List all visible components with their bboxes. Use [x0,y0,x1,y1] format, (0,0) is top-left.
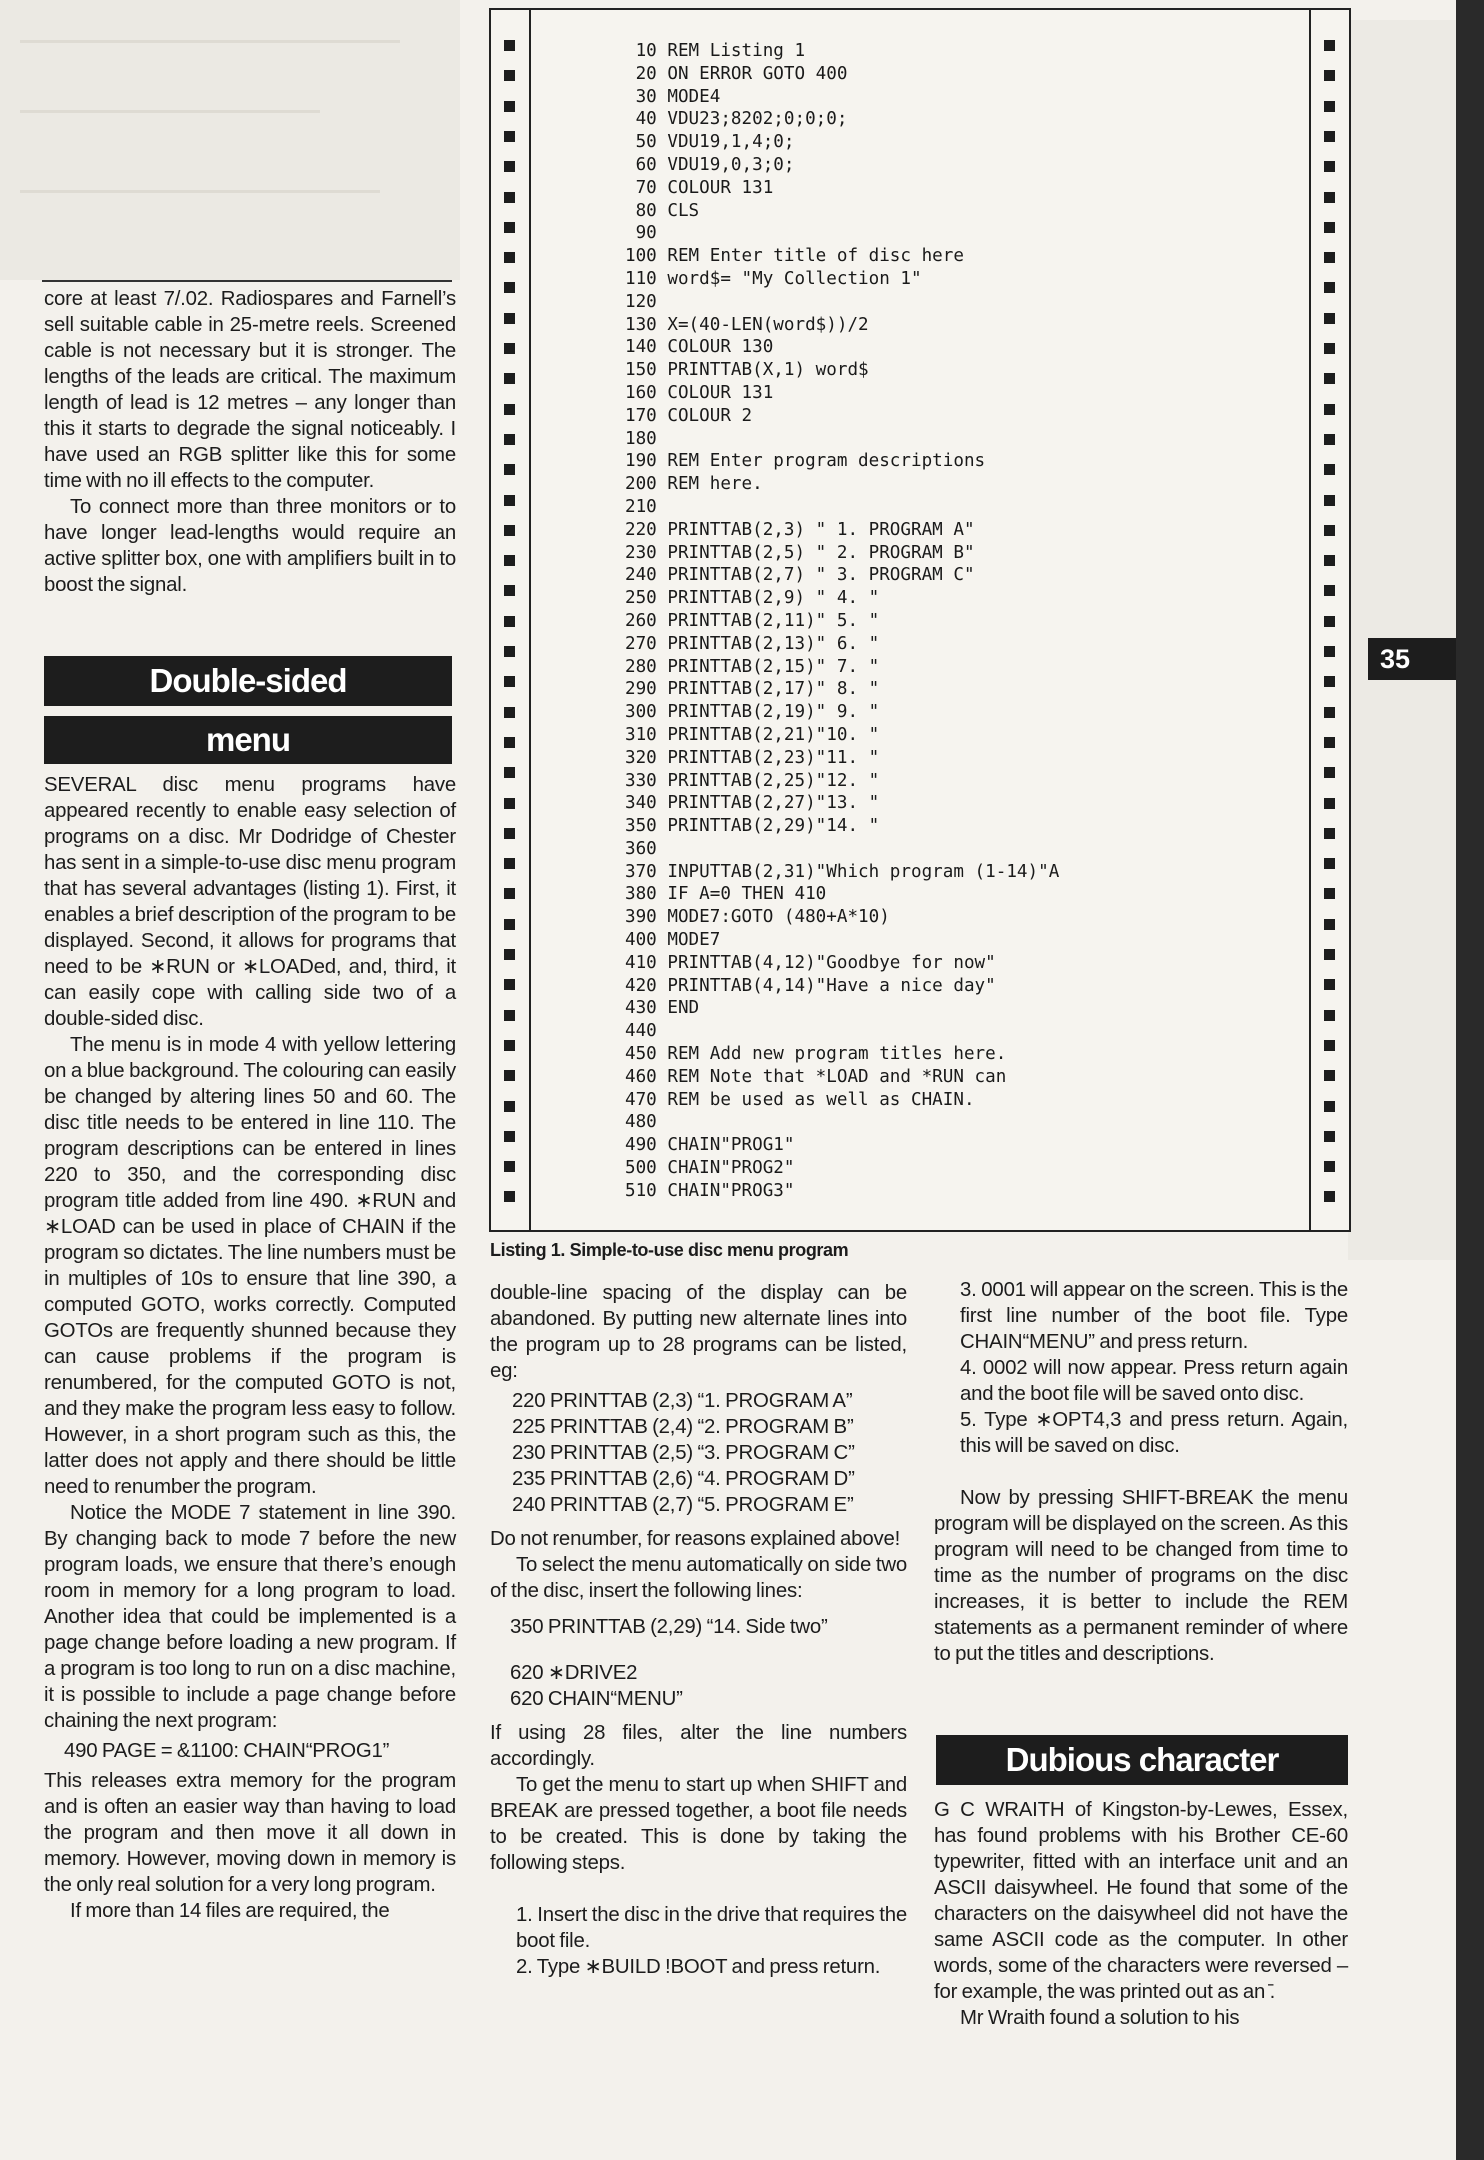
bleed-rule [20,110,320,113]
perforation-hole [1324,1191,1335,1202]
perforation-hole [504,313,515,324]
paragraph: Do not renumber, for reasons explained above! [490,1528,901,1550]
listing-line: 180 [625,428,657,449]
listing-line: 210 [625,496,657,517]
perforation-hole [504,646,515,657]
listing-line: 380 IF A=0 THEN 410 [625,884,827,905]
perforation-hole [504,555,515,566]
perforation-hole [1324,828,1335,839]
perforation-hole [1324,404,1335,415]
perforation-hole [504,525,515,536]
listing-line: 300 PRINTTAB(2,19)" 9. " [625,702,880,723]
steps-list [490,1902,907,1980]
listing-line: 10 REM Listing 1 [625,41,806,61]
listing-line: 490 CHAIN"PROG1" [625,1135,795,1156]
listing-line: 190 REM Enter program descriptions [625,451,986,472]
listing-line: 470 REM be used as well as CHAIN. [625,1089,975,1110]
paragraph: The menu is in mode 4 with yellow lettering on a blue background. The colouring can easily be changed by altering lines 50 and 60. The disc title needs to be entered in line 110. The program descriptions can be entered in lines 220 to 350, and the corresponding disc program title added from line 490. ∗RUN and ∗LOAD can be used in place of CHAIN if the program so dictates. The line numbers must be in multiples of 10s to ensure that line 390, a computed GOTO, works correctly. Computed GOTOs are frequently shunned because they can cause problems if the program is renumbered, for the computed GOTO is not, and they make the program less easy to follow. However, in a short program such as this, the latter does not apply and there should be little need to renumber the program. [44,1034,456,1498]
perforation-hole [504,979,515,990]
listing-line: 110 word$= "My Collection 1" [625,268,922,289]
perforation-hole [504,1010,515,1021]
paragraph: core at least 7/.02. Radiospares and Farnell’s sell suitable cable in 25-metre reels. Screened cable is not necessary but it is stronger. The lengths of the leads are critical. The maximum length of lead is 12 metres – any longer than this it starts to degrade the signal noticeably. I have used an RGB splitter like this for some time with no ill effects to the computer. [44,288,456,492]
bleed-rule [20,190,380,193]
perforation-hole [1324,858,1335,869]
paragraph: This releases extra memory for the program and is often an easier way than having to load the program and then move it all down in memory. However, moving down in memory is the only real solution for a very long program. [44,1770,456,1896]
perforation-hole [1324,40,1335,51]
perforation-hole [1324,222,1335,233]
listing-line: 20 ON ERROR GOTO 400 [625,63,848,84]
listing-line: 290 PRINTTAB(2,17)" 8. " [625,679,880,700]
perforation-hole [504,404,515,415]
listing-line: 510 CHAIN"PROG3" [625,1180,795,1201]
bleed-rule [20,40,400,43]
code-line: 235 PRINTTAB (2,6) “4. PROGRAM D” [512,1468,855,1490]
perforation-hole [1324,525,1335,536]
heading-menu: menu [44,716,452,764]
step-item: 2. Type ∗BUILD !BOOT and press return. [516,1956,881,1978]
perforation-hole [504,373,515,384]
code-example: 490 PAGE = &1100: CHAIN“PROG1” [64,1740,390,1762]
perforation-hole [504,222,515,233]
perforation-hole [504,1161,515,1172]
perforation-hole [504,101,515,112]
printout-perforation-left [491,10,531,1230]
paragraph: Mr Wraith found a solution to his [960,2007,1240,2029]
listing-line: 220 PRINTTAB(2,3) " 1. PROGRAM A" [625,519,975,540]
listing-caption: Listing 1. Simple-to-use disc menu program [490,1240,849,1260]
perforation-hole [1324,495,1335,506]
perforation-hole [504,828,515,839]
listing-line: 200 REM here. [625,474,763,495]
listing-line: 350 PRINTTAB(2,29)"14. " [625,816,880,837]
perforation-hole [1324,888,1335,899]
listing-line: 60 VDU19,0,3;0; [625,154,795,175]
listing-line: 270 PRINTTAB(2,13)" 6. " [625,633,880,654]
listing-line: 130 X=(40-LEN(word$))/2 [625,314,869,335]
perforation-hole [1324,464,1335,475]
code-example [490,1388,907,1518]
perforation-hole [1324,646,1335,657]
code-example: 620 CHAIN“MENU” [510,1688,683,1710]
listing-line: 480 [625,1112,657,1133]
paragraph: To connect more than three monitors or to have longer lead-lengths would require an active splitter box, one with amplifiers built in to boost the signal. [44,496,456,596]
perforation-hole [1324,161,1335,172]
column-1-top [44,286,456,598]
listing-line: 390 MODE7:GOTO (480+A*10) [625,907,890,928]
listing-line: 50 VDU19,1,4;0; [625,132,795,153]
perforation-hole [1324,192,1335,203]
listing-line: 340 PRINTTAB(2,27)"13. " [625,793,880,814]
listing-line: 330 PRINTTAB(2,25)"12. " [625,770,880,791]
code-example: 350 PRINTTAB (2,29) “14. Side two” [510,1616,828,1638]
perforation-hole [1324,1040,1335,1051]
listing-line: 260 PRINTTAB(2,11)" 5. " [625,610,880,631]
perforation-hole [1324,343,1335,354]
perforation-hole [1324,949,1335,960]
code-example: 620 ∗DRIVE2 [510,1662,638,1684]
step-item: 5. Type ∗OPT4,3 and press return. Again, this will be saved on disc. [960,1409,1348,1457]
listing-line: 370 INPUTTAB(2,31)"Which program (1-14)"A [625,861,1060,882]
perforation-hole [1324,555,1335,566]
paragraph: G C WRAITH of Kingston-by-Lewes, Essex, has found problems with his Brother CE-60 typewriter, fitted with an interface unit and an ASCII daisywheel. He found that some of the characters on the daisywheel did not have the same ASCII code as the computer. In other words, some of the characters were reversed – for example, the was printed out as an ̄. [934,1799,1348,2003]
listing-line: 450 REM Add new program titles here. [625,1044,1007,1065]
listing-line: 430 END [625,998,700,1019]
perforation-hole [504,1191,515,1202]
perforation-hole [1324,616,1335,627]
perforation-hole [1324,798,1335,809]
perforation-hole [1324,252,1335,263]
column-rule [42,280,452,282]
perforation-hole [504,585,515,596]
perforation-hole [504,343,515,354]
listing-line: 170 COLOUR 2 [625,405,753,426]
perforation-hole [504,1070,515,1081]
column-3 [934,1277,1348,1667]
listing-line: 240 PRINTTAB(2,7) " 3. PROGRAM C" [625,565,975,586]
perforation-hole [1324,676,1335,687]
perforation-hole [1324,131,1335,142]
perforation-hole [1324,282,1335,293]
listing-line: 280 PRINTTAB(2,15)" 7. " [625,656,880,677]
perforation-hole [1324,101,1335,112]
step-item: 3. 0001 will appear on the screen. This is the first line number of the boot file. Type CHAIN“MENU” and press return. [960,1279,1348,1353]
perforation-hole [504,252,515,263]
listing-line: 500 CHAIN"PROG2" [625,1158,795,1179]
listing-line: 40 VDU23;8202;0;0;0; [625,109,848,130]
column-3-article [934,1797,1348,2031]
paragraph: To select the menu automatically on side two of the disc, insert the following lines: [490,1554,907,1602]
perforation-hole [1324,1010,1335,1021]
perforation-hole [504,707,515,718]
perforation-hole [504,434,515,445]
perforation-hole [504,464,515,475]
perforation-hole [504,949,515,960]
previous-page-bleed [0,0,460,280]
listing-line: 160 COLOUR 131 [625,382,774,403]
perforation-hole [504,767,515,778]
listing-line: 120 [625,291,657,312]
perforation-hole [1324,434,1335,445]
paragraph: double-line spacing of the display can be abandoned. By putting new alternate lines into the program up to 28 programs can be listed, eg: [490,1282,907,1382]
printout-perforation-right [1309,10,1349,1230]
paragraph: SEVERAL disc menu programs have appeared recently to enable easy selection of programs on a disc. Mr Dodridge of Chester has sent in a simple-to-use disc menu program that has several advantages (listing 1). First, it enables a brief description of the program to be displayed. Second, it allows for programs that need to be ∗RUN or ∗LOADed, and, third, it can easily cope with calling side two of a double-sided disc. [44,774,456,1030]
paragraph: If more than 14 files are required, the [70,1900,390,1922]
perforation-hole [504,161,515,172]
perforation-hole [1324,70,1335,81]
page-number: 35 [1368,638,1456,680]
paragraph: Now by pressing SHIFT-BREAK the menu program will be displayed on the screen. As this program will need to be changed from time to time as the number of programs on the disc increases, it is better to include the REM statements as a permanent reminder of where to put the titles and descriptions. [934,1487,1348,1665]
perforation-hole [1324,1131,1335,1142]
perforation-hole [1324,313,1335,324]
perforation-hole [1324,919,1335,930]
perforation-hole [504,1101,515,1112]
perforation-hole [504,495,515,506]
listing-code [625,40,1059,1203]
listing-line: 320 PRINTTAB(2,23)"11. " [625,747,880,768]
code-line: 240 PRINTTAB (2,7) “5. PROGRAM E” [512,1494,854,1516]
perforation-hole [504,737,515,748]
page-edge [1456,0,1484,2160]
perforation-hole [504,1040,515,1051]
perforation-hole [1324,1161,1335,1172]
paragraph: If using 28 files, alter the line numbers accordingly. [490,1722,907,1770]
step-item: 4. 0002 will now appear. Press return again and the boot file will be saved onto disc. [960,1357,1348,1405]
perforation-hole [504,888,515,899]
perforation-hole [1324,979,1335,990]
listing-line: 360 [625,838,657,859]
listing-line: 70 COLOUR 131 [625,177,774,198]
perforation-hole [1324,767,1335,778]
code-line: 225 PRINTTAB (2,4) “2. PROGRAM B” [512,1416,854,1438]
perforation-hole [504,616,515,627]
listing-line: 30 MODE4 [625,86,721,107]
perforation-hole [1324,737,1335,748]
perforation-hole [504,282,515,293]
perforation-hole [504,858,515,869]
perforation-hole [1324,707,1335,718]
perforation-hole [504,40,515,51]
perforation-hole [1324,585,1335,596]
code-line: 230 PRINTTAB (2,5) “3. PROGRAM C” [512,1442,855,1464]
perforation-hole [504,798,515,809]
perforation-hole [1324,373,1335,384]
perforation-hole [504,676,515,687]
perforation-hole [1324,1070,1335,1081]
listing-line: 90 [625,223,657,244]
heading-double-sided: Double-sided [44,656,452,706]
listing-line: 150 PRINTTAB(X,1) word$ [625,360,869,381]
perforation-hole [504,1131,515,1142]
listing-line: 100 REM Enter title of disc here [625,246,964,267]
perforation-hole [1324,1101,1335,1112]
listing-line: 80 CLS [625,200,700,221]
column-2 [490,1280,907,1980]
steps-list [934,1277,1348,1459]
column-1-article [44,772,456,1924]
perforation-hole [504,192,515,203]
listing-line: 230 PRINTTAB(2,5) " 2. PROGRAM B" [625,542,975,563]
program-listing [489,8,1351,1232]
perforation-hole [504,131,515,142]
heading-dubious-character: Dubious character [936,1735,1348,1785]
listing-line: 310 PRINTTAB(2,21)"10. " [625,724,880,745]
perforation-hole [504,70,515,81]
listing-line: 410 PRINTTAB(4,12)"Goodbye for now" [625,952,996,973]
code-line: 220 PRINTTAB (2,3) “1. PROGRAM A” [512,1390,853,1412]
listing-line: 250 PRINTTAB(2,9) " 4. " [625,588,880,609]
step-item: 1. Insert the disc in the drive that requires the boot file. [516,1904,907,1952]
paragraph: To get the menu to start up when SHIFT and BREAK are pressed together, a boot file needs to be created. This is done by taking the following steps. [490,1774,907,1874]
paragraph: Notice the MODE 7 statement in line 390. By changing back to mode 7 before the new program loads, we ensure that there’s enough room in memory for a long program to load. Another idea that could be implemented is a page change before loading a new program. If a program is too long to run on a disc machine, it is possible to include a page change before chaining the next program: [44,1502,456,1732]
listing-line: 420 PRINTTAB(4,14)"Have a nice day" [625,975,996,996]
listing-line: 460 REM Note that *LOAD and *RUN can [625,1066,1007,1087]
listing-line: 140 COLOUR 130 [625,337,774,358]
listing-line: 440 [625,1021,657,1042]
listing-line: 400 MODE7 [625,930,721,951]
perforation-hole [504,919,515,930]
